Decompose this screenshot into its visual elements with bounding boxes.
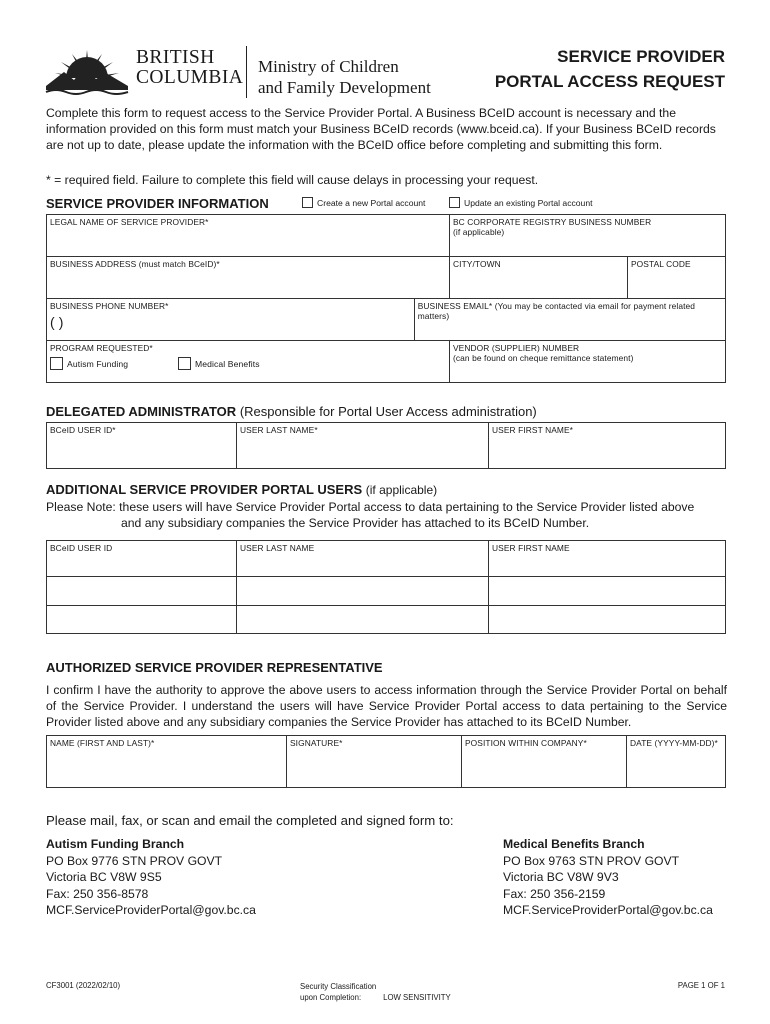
security-line2: upon Completion: [300, 993, 362, 1002]
additional-last-name-label: USER LAST NAME [240, 543, 315, 553]
autism-funding-address [46, 836, 256, 919]
create-account-checkbox[interactable] [302, 197, 313, 208]
update-account-option[interactable] [449, 197, 593, 208]
delegated-bceid-label: BCeID USER ID* [50, 425, 116, 435]
autism-city: Victoria BC V8W 9S5 [46, 870, 162, 884]
program-requested-label: PROGRAM REQUESTED* [50, 343, 153, 353]
vendor-number-field[interactable] [450, 341, 726, 383]
additional-bceid-cell[interactable] [47, 577, 237, 606]
city-label: CITY/TOWN [453, 259, 501, 269]
autism-branch-name: Autism Funding Branch [46, 837, 185, 851]
create-account-label: Create a new Portal account [317, 197, 426, 208]
logo-divider [246, 46, 247, 98]
bc-wordmark [136, 48, 243, 88]
bc-government-logo [44, 44, 444, 100]
update-account-checkbox[interactable] [449, 197, 460, 208]
additional-last-name-header [237, 541, 489, 577]
rep-name-field[interactable] [47, 736, 287, 788]
rep-name-label: NAME (FIRST AND LAST)* [50, 738, 155, 748]
autism-funding-option[interactable] [50, 357, 178, 370]
bc-corp-label: BC CORPORATE REGISTRY BUSINESS NUMBER [453, 217, 652, 227]
rep-position-field[interactable] [462, 736, 627, 788]
business-address-field[interactable] [47, 257, 450, 299]
create-account-option[interactable] [302, 197, 425, 208]
security-line1: Security Classification [300, 982, 377, 991]
form-title [495, 44, 725, 94]
autism-po-box: PO Box 9776 STN PROV GOVT [46, 853, 223, 868]
additional-user-row [47, 577, 726, 606]
form-title-line2: PORTAL ACCESS REQUEST [494, 72, 725, 91]
autism-funding-label: Autism Funding [67, 358, 129, 369]
additional-bceid-label: BCeID USER ID [50, 543, 113, 553]
update-account-label: Update an existing Portal account [464, 197, 593, 208]
business-email-field[interactable] [414, 299, 725, 341]
medical-benefits-address [503, 836, 713, 919]
delegated-bceid-field[interactable] [47, 423, 237, 469]
spi-table [46, 214, 726, 383]
additional-users-heading [46, 482, 437, 497]
additional-user-row [47, 606, 726, 634]
additional-users-table [46, 540, 726, 634]
additional-note-line2: and any subsidiary companies the Service Provider has attached to its BCeID Number. [121, 516, 590, 530]
security-value: LOW SENSITIVITY [383, 993, 451, 1002]
ministry-line2: and Family Development [258, 78, 431, 97]
rep-date-field[interactable] [627, 736, 726, 788]
page-number: PAGE 1 OF 1 [677, 981, 725, 990]
delegated-first-name-label: USER FIRST NAME* [492, 425, 574, 435]
bc-corp-number-field[interactable] [450, 215, 726, 257]
business-email-label: BUSINESS EMAIL* (You may be contacted via email for payment related matters) [417, 301, 696, 321]
ministry-line1: Ministry of Children [258, 57, 399, 76]
authorized-text: I confirm I have the authority to approve the above users to access information through the Service Provider Portal on behalf of the Service Provider. I understand the users will have Service Provider Portal access to data pertaining to the Service Provider listed above and any subsidiary companies the Service Provider has attached to its BCeID Number. [46, 683, 727, 729]
additional-last-name-cell[interactable] [237, 606, 489, 634]
delegated-admin-table [46, 422, 726, 469]
program-requested-field [47, 341, 450, 383]
bc-corp-sublabel: (if applicable) [453, 227, 505, 237]
medical-benefits-label: Medical Benefits [195, 358, 260, 369]
required-note: * = required field. Failure to complete this field will cause delays in processing your request. [46, 173, 539, 187]
bc-sun-mountains-icon [44, 46, 130, 96]
medical-fax: Fax: 250 356-2159 [503, 886, 606, 901]
vendor-number-label: VENDOR (SUPPLIER) NUMBER [453, 343, 580, 353]
postal-code-label: POSTAL CODE [631, 259, 691, 269]
additional-first-name-header [489, 541, 726, 577]
bc-wordmark-line1: BRITISH [136, 47, 215, 68]
security-classification [300, 981, 451, 1003]
rep-signature-field[interactable] [287, 736, 462, 788]
rep-signature-label: SIGNATURE* [290, 738, 343, 748]
additional-note-line1: Please Note: these users will have Service Provider Portal access to data pertaining to the Service Provider listed above [46, 500, 695, 514]
medical-po-box: PO Box 9763 STN PROV GOVT [503, 853, 680, 868]
additional-heading-note: (if applicable) [365, 483, 438, 497]
delegated-last-name-label: USER LAST NAME* [240, 425, 318, 435]
legal-name-label: LEGAL NAME OF SERVICE PROVIDER* [50, 217, 209, 227]
additional-bceid-cell[interactable] [47, 606, 237, 634]
additional-bceid-header [47, 541, 237, 577]
mail-instructions: Please mail, fax, or scan and email the completed and signed form to: [46, 813, 454, 828]
city-field[interactable] [450, 257, 628, 299]
phone-area-code-parens: ( ) [50, 314, 64, 330]
postal-code-field[interactable] [628, 257, 726, 299]
autism-fax: Fax: 250 356-8578 [46, 886, 149, 901]
business-address-label: BUSINESS ADDRESS (must match BCeID)* [50, 259, 220, 269]
additional-heading-title: ADDITIONAL SERVICE PROVIDER PORTAL USERS [46, 482, 363, 497]
business-phone-field[interactable] [47, 299, 415, 341]
medical-email[interactable]: MCF.ServiceProviderPortal@gov.bc.ca [503, 903, 713, 917]
medical-benefits-checkbox[interactable] [178, 357, 191, 370]
authorized-heading: AUTHORIZED SERVICE PROVIDER REPRESENTATIVE [46, 660, 383, 675]
form-id: CF3001 (2022/02/10) [46, 981, 121, 990]
rep-date-label: DATE (YYYY-MM-DD)* [630, 738, 718, 748]
ministry-name [258, 56, 431, 98]
delegated-heading [46, 404, 537, 419]
legal-name-field[interactable] [47, 215, 450, 257]
rep-position-label: POSITION WITHIN COMPANY* [465, 738, 587, 748]
spi-heading: SERVICE PROVIDER INFORMATION [46, 196, 269, 211]
form-title-line1: SERVICE PROVIDER [557, 47, 725, 66]
medical-benefits-option[interactable] [178, 357, 260, 370]
authorized-table [46, 735, 726, 788]
additional-first-name-cell[interactable] [489, 577, 726, 606]
delegated-heading-note: (Responsible for Portal User Access administration) [239, 404, 537, 419]
bc-wordmark-line2: COLUMBIA [136, 67, 244, 88]
delegated-heading-title: DELEGATED ADMINISTRATOR [46, 404, 237, 419]
autism-funding-checkbox[interactable] [50, 357, 63, 370]
additional-users-note [46, 499, 736, 531]
medical-branch-name: Medical Benefits Branch [503, 837, 645, 851]
additional-last-name-cell[interactable] [237, 577, 489, 606]
additional-first-name-label: USER FIRST NAME [492, 543, 570, 553]
vendor-number-sublabel: (can be found on cheque remittance statement) [453, 353, 634, 363]
business-phone-label: BUSINESS PHONE NUMBER* [50, 301, 169, 311]
autism-email[interactable]: MCF.ServiceProviderPortal@gov.bc.ca [46, 903, 256, 917]
additional-first-name-cell[interactable] [489, 606, 726, 634]
delegated-first-name-field[interactable] [489, 423, 726, 469]
intro-text: Complete this form to request access to the Service Provider Portal. A Business BCeID account is necessary and the information provided on this form must match your Business BCeID records (www.bceid.ca). If your Business BCeID records are not up to date, please update the information with the BCeID office before completing and submitting this form. [46, 106, 716, 153]
medical-city: Victoria BC V8W 9V3 [503, 870, 619, 884]
delegated-last-name-field[interactable] [237, 423, 489, 469]
